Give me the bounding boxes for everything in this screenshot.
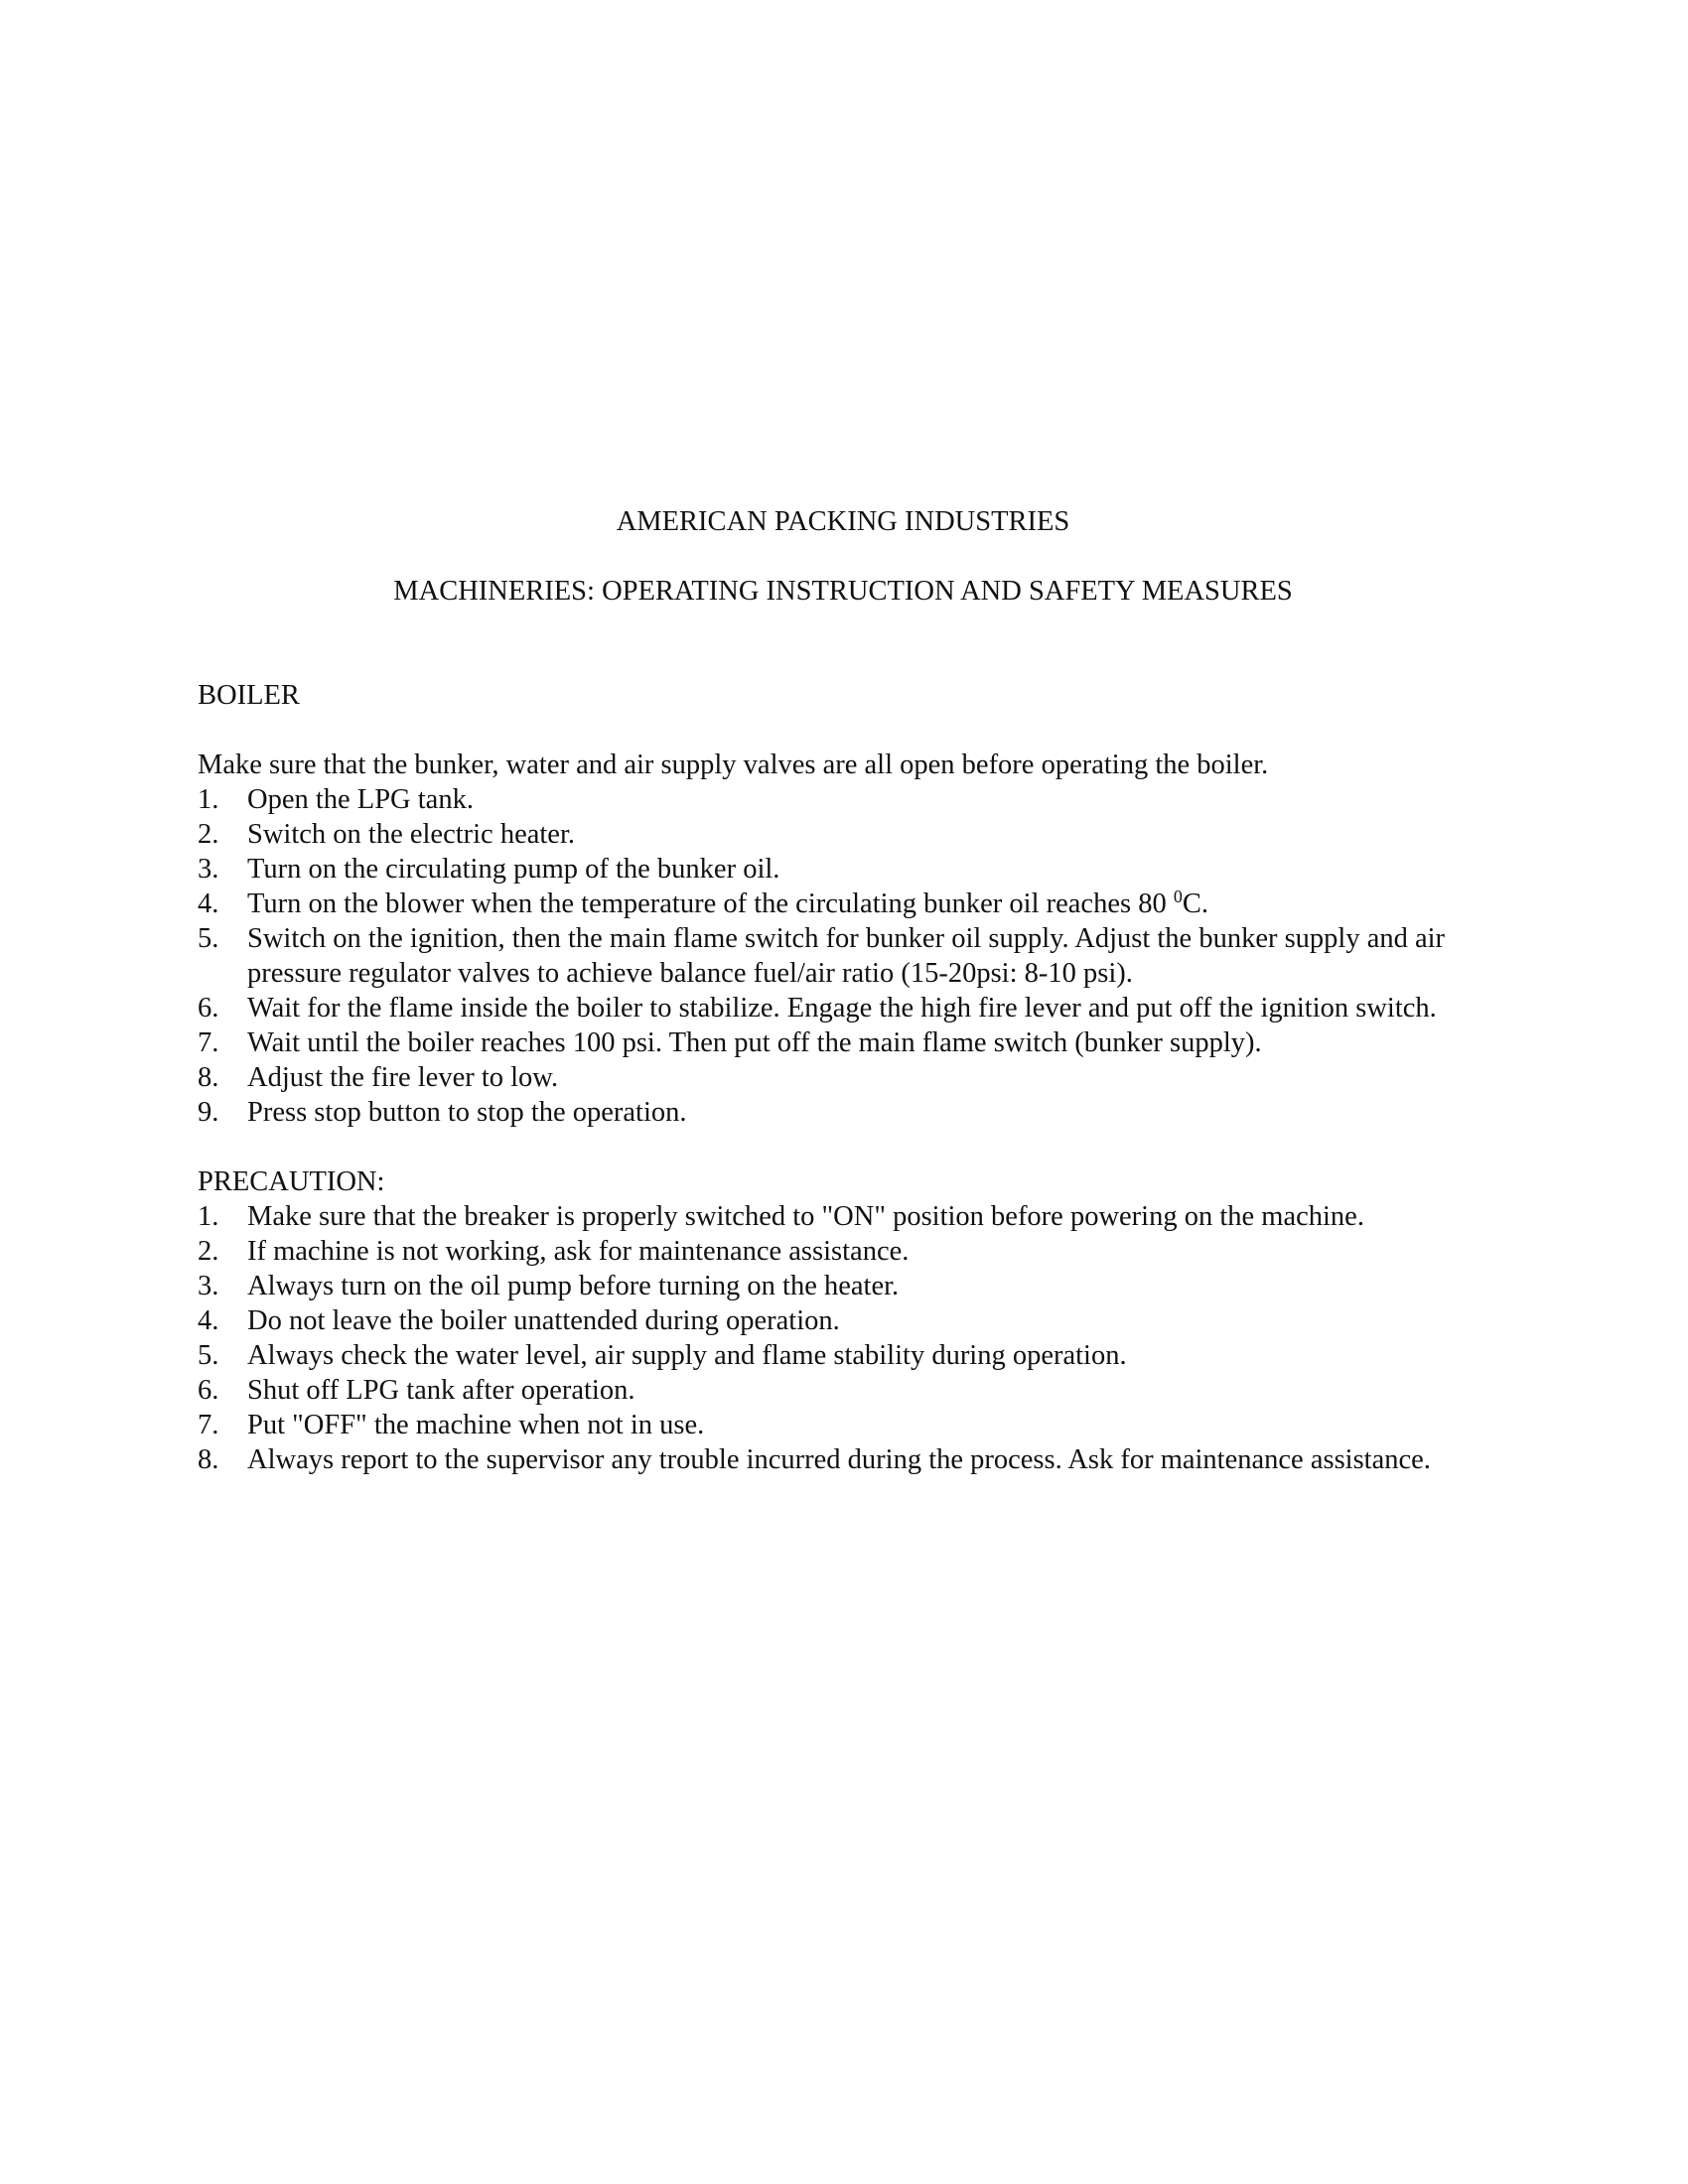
- precaution-text: Always check the water level, air supply and flame stability during operation.: [247, 1340, 1127, 1371]
- precaution-number: 8.: [198, 1444, 219, 1475]
- precaution-number: 2.: [198, 1236, 219, 1267]
- step-item: [198, 852, 1498, 887]
- precaution-item: [198, 1303, 1498, 1338]
- precautions-list: [198, 1199, 1488, 1477]
- step-item: [198, 1025, 1498, 1060]
- step-text: Turn on the circulating pump of the bunker oil.: [247, 854, 780, 885]
- precaution-text: If machine is not working, ask for maintenance assistance.: [247, 1236, 910, 1267]
- step-item: [198, 817, 1498, 852]
- step-text: [247, 888, 1208, 919]
- step-text: Press stop button to stop the operation.: [247, 1097, 687, 1128]
- step-number: 6.: [198, 993, 219, 1024]
- precaution-text: Put "OFF" the machine when not in use.: [247, 1410, 705, 1440]
- step-item: [198, 782, 1498, 817]
- step-number: 7.: [198, 1027, 219, 1058]
- section-heading-boiler: BOILER: [198, 680, 300, 711]
- precaution-number: 5.: [198, 1340, 219, 1371]
- operating-steps-list: [198, 782, 1488, 1130]
- step-text: Wait for the flame inside the boiler to stabilize. Engage the high fire lever and put off the ignition switch.: [247, 993, 1437, 1024]
- precaution-item: [198, 1373, 1498, 1408]
- degree-superscript: 0: [1173, 887, 1183, 906]
- intro-paragraph: Make sure that the bunker, water and air supply valves are all open before operating the boiler.: [198, 750, 1269, 780]
- precaution-number: 7.: [198, 1410, 219, 1440]
- precaution-text: Always report to the supervisor any trouble incurred during the process. Ask for maintenance assistance.: [247, 1444, 1431, 1475]
- precaution-item: [198, 1234, 1498, 1269]
- precaution-text: Always turn on the oil pump before turning on the heater.: [247, 1271, 900, 1301]
- step-text: Switch on the ignition, then the main flame switch for bunker oil supply. Adjust the bunker supply and air pressure regulator valves to achieve balance fuel/air ratio (15-20psi: 8-10 psi).: [247, 923, 1446, 989]
- precaution-text: Do not leave the boiler unattended during operation.: [247, 1305, 840, 1336]
- step-item: [198, 1060, 1498, 1095]
- precaution-item: [198, 1269, 1498, 1303]
- precaution-text: Shut off LPG tank after operation.: [247, 1375, 635, 1406]
- precaution-item: [198, 1442, 1498, 1477]
- step-text-after: C.: [1182, 888, 1208, 919]
- document-content: [198, 504, 1488, 1477]
- step-number: 3.: [198, 854, 219, 885]
- precaution-item: [198, 1408, 1498, 1442]
- step-text: Switch on the electric heater.: [247, 819, 575, 850]
- step-text: Adjust the fire lever to low.: [247, 1062, 559, 1093]
- step-item: [198, 1095, 1498, 1130]
- precaution-item: [198, 1338, 1498, 1373]
- step-number: 8.: [198, 1062, 219, 1093]
- step-text: Open the LPG tank.: [247, 784, 474, 815]
- document-subtitle: MACHINERIES: OPERATING INSTRUCTION AND SAFETY MEASURES: [393, 576, 1293, 607]
- step-item: [198, 887, 1498, 921]
- step-item: [198, 991, 1498, 1025]
- step-number: 2.: [198, 819, 219, 850]
- step-number: 1.: [198, 784, 219, 815]
- step-number: 4.: [198, 888, 219, 919]
- precaution-number: 4.: [198, 1305, 219, 1336]
- step-text-before: Turn on the blower when the temperature of the circulating bunker oil reaches 80: [247, 888, 1174, 919]
- step-number: 5.: [198, 923, 219, 954]
- document-title: AMERICAN PACKING INDUSTRIES: [616, 506, 1070, 537]
- step-item: [198, 921, 1498, 991]
- precaution-number: 6.: [198, 1375, 219, 1406]
- precaution-item: [198, 1199, 1498, 1234]
- step-text: Wait until the boiler reaches 100 psi. Then put off the main flame switch (bunker supply).: [247, 1027, 1262, 1058]
- precaution-number: 3.: [198, 1271, 219, 1301]
- precaution-number: 1.: [198, 1201, 219, 1232]
- step-number: 9.: [198, 1097, 219, 1128]
- precaution-text: Make sure that the breaker is properly switched to "ON" position before powering on the machine.: [247, 1201, 1364, 1232]
- precaution-heading: PRECAUTION:: [198, 1166, 385, 1197]
